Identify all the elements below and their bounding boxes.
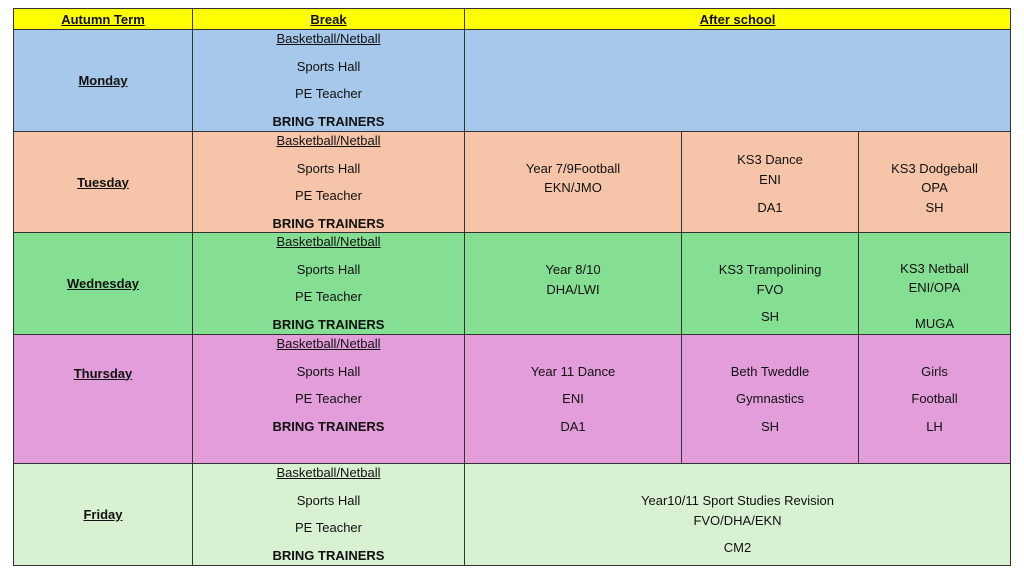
activity-staff: ENI/OPA [908,280,961,295]
activity-name: KS3 Dodgeball [891,161,978,176]
after-tuesday-3 [859,132,1010,233]
after-thursday-1 [465,335,682,464]
header-after-school [465,9,1010,30]
activity-staff: OPA [921,180,948,195]
break-sport: Basketball/Netball [276,31,381,46]
activity-staff: FVO [756,282,784,297]
activity-name: Girls [921,364,948,379]
break-venue: Sports Hall [296,262,361,277]
activity-name: KS3 Netball [900,261,969,276]
timetable [13,8,1011,566]
break-venue: Sports Hall [296,493,361,508]
activity-name: KS3 Trampolining [718,262,822,277]
break-venue: Sports Hall [296,59,361,74]
activity-venue: SH [925,200,944,215]
break-note: BRING TRAINERS [272,317,385,332]
activity-venue: CM2 [723,540,752,555]
activity-staff: Football [911,391,958,406]
header-after-school-label: After school [699,11,776,27]
day-thursday-label: Thursday [73,365,133,381]
day-wednesday [14,233,193,335]
header-break-label: Break [310,11,347,27]
activity-name: KS3 Dance [737,152,803,167]
break-thursday [193,335,465,464]
break-staff: PE Teacher [295,188,362,203]
day-tuesday [14,132,193,233]
header-term [14,9,193,30]
day-tuesday-label: Tuesday [77,174,129,190]
day-friday-label: Friday [83,507,123,522]
break-monday [193,30,465,132]
break-note: BRING TRAINERS [272,548,385,563]
break-sport: Basketball/Netball [276,336,381,351]
day-monday-label: Monday [78,73,128,88]
activity-name: Year10/11 Sport Studies Revision [641,493,834,508]
activity-staff: FVO/DHA/EKN [693,513,782,528]
break-sport: Basketball/Netball [276,133,381,148]
header-term-label: Autumn Term [61,11,145,27]
activity-staff: EKN/JMO [544,180,602,195]
break-note: BRING TRAINERS [272,216,385,231]
break-wednesday [193,233,465,335]
activity-venue: SH [760,419,780,434]
activity-staff: ENI [562,391,584,406]
activity-staff: Gymnastics [736,391,804,406]
break-staff: PE Teacher [295,391,362,406]
after-monday [465,30,1010,132]
after-tuesday-2 [682,132,859,233]
break-note: BRING TRAINERS [272,114,385,129]
break-sport: Basketball/Netball [276,465,381,480]
break-staff: PE Teacher [295,86,362,101]
activity-name: Year 8/10 [545,262,601,277]
activity-venue: DA1 [560,419,586,434]
activity-staff: DHA/LWI [546,282,600,297]
day-thursday [14,335,193,464]
break-venue: Sports Hall [296,161,361,176]
break-venue: Sports Hall [296,364,361,379]
after-tuesday-1 [465,132,682,233]
activity-venue: LH [926,419,943,434]
after-wednesday-2 [682,233,859,335]
break-staff: PE Teacher [295,289,362,304]
after-wednesday-1 [465,233,682,335]
break-sport: Basketball/Netball [276,234,381,249]
activity-name: Year 7/9Football [525,161,621,176]
break-friday [193,464,465,565]
activity-staff: ENI [759,172,781,187]
after-thursday-2 [682,335,859,464]
after-friday [465,464,1010,565]
activity-name: Year 11 Dance [530,364,616,379]
break-staff: PE Teacher [295,520,362,535]
day-friday [14,464,193,565]
after-thursday-3 [859,335,1010,464]
day-wednesday-label: Wednesday [66,276,139,291]
after-wednesday-3 [859,233,1010,335]
break-tuesday [193,132,465,233]
activity-venue: DA1 [757,200,783,215]
header-break [193,9,465,30]
activity-venue: MUGA [915,316,954,331]
activity-venue: SH [760,309,780,324]
day-monday [14,30,193,132]
break-note: BRING TRAINERS [272,419,385,434]
activity-name: Beth Tweddle [730,364,810,379]
